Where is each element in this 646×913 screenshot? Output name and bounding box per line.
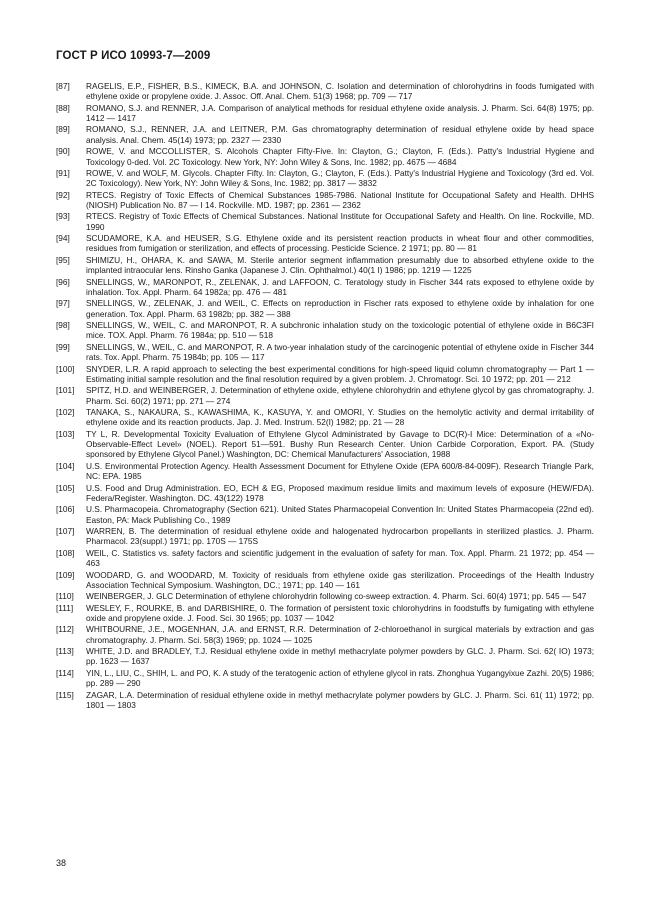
reference-item bbox=[56, 364, 594, 385]
reference-text: ZAGAR, L.A. Determination of residual ethylene oxide in methyl methacrylate polymer powders by GLC. J. Pharm. Sci. 61( 11) 1972; pp. 1801 — 1803 bbox=[86, 689, 594, 710]
reference-text: SNYDER, L.R. A rapid approach to selecting the best experimental conditions for high-speed liquid column chromatography — Part 1 — Estimating initial sample resolution and the final resolution required by a given problem. J. Chromatogr. Sci. 10 1972; pp. 201 — 212 bbox=[86, 363, 594, 384]
reference-item bbox=[56, 103, 594, 124]
reference-text: TY L, R. Developmental Toxicity Evaluation of Ethylene Glycol Administrated by Gavage to DC(R)-I Mice: Determination of a «No-Observable-Effect Level» (NOEL). Report 51—591. Bushy Run Research Center. Union Carbide Corporation, Export. PA. (Study sponsored by Ethylene Glycol Panel.) Washington, DC: Chemical Manufacturers' Association, 1988 bbox=[86, 428, 594, 460]
reference-number: [93] bbox=[56, 211, 70, 222]
reference-item bbox=[56, 146, 594, 167]
reference-text: YIN, L., LIU, C., SHIH, L. and PO, K. A study of the teratogenic action of ethylene glycol in rats. Zhonghua Yugangyixue Zazhi. 20(5) 1986; pp. 289 — 290 bbox=[86, 667, 594, 689]
reference-item bbox=[56, 385, 594, 406]
reference-text: RTECS. Registry of Toxic Effects of Chemical Substances 1985-7986. National Institute for Occupational Safety and Health. DHHS (NIOSH) Publication No. 87 — I 14. Rockville. MD. 1987; pp. 2361 — 2362 bbox=[86, 189, 594, 211]
reference-number: [94] bbox=[56, 233, 70, 244]
reference-item bbox=[56, 603, 594, 624]
reference-text: WARREN, B. The determination of residual ethylene oxide and halogenated hydrocarbon propellants in sterilized plastics. J. Pharm. Pharmacol. 23(suppl.) 1971; pp. 170S — 175S bbox=[86, 526, 594, 547]
reference-number: [103] bbox=[56, 428, 75, 439]
reference-number: [97] bbox=[56, 298, 70, 309]
reference-text: RTECS. Registry of Toxic Effects of Chemical Substances. National Institute for Occupational Safety and Health. On line. Rockville, MD. 1990 bbox=[86, 211, 594, 232]
reference-number: [88] bbox=[56, 102, 70, 113]
reference-text: SHIMIZU, H., OHARA, K. and SAWA, M. Sterile anterior segment inflammation presumably due to absorbed ethylene oxide to the implanted intraocular lens. Rinsho Ganka (Japanese J. Clin. Ophthalmol.) 40(1 I) 1986; pp. 1219 — 1225 bbox=[86, 254, 594, 276]
reference-number: [95] bbox=[56, 254, 70, 265]
reference-text: ROMANO, S.J., RENNER, J.A. and LEITNER, P.M. Gas chromatography determination of residual ethylene oxide by head space analysis. Anal. Chem. 45(14) 1973; pp. 2327 — 2330 bbox=[86, 124, 594, 145]
reference-number: [104] bbox=[56, 460, 75, 471]
reference-number: [98] bbox=[56, 320, 70, 331]
reference-text: SNELLINGS, W., ZELENAK, J. and WEIL, C. Effects on reproduction in Fischer rats exposed to ethylene oxide by inhalation for one generation. Tox. Appl. Pharm. 63 1982b; pp. 382 — 388 bbox=[86, 298, 594, 319]
reference-text: ROWE, V. and MCCOLLISTER, S. Alcohols Chapter Fifty-Five. In: Clayton, G.; Clayton, F. (Eds.). Patty's Industrial Hygiene and Toxicology 0-ded. Vol. 2C Toxicology. New York, NY: John Wiley & Sons, Inc. 1982; pp. 4675 — 4684 bbox=[86, 146, 594, 167]
reference-item bbox=[56, 190, 594, 211]
reference-text: RAGELIS, E.P., FISHER, B.S., KIMECK, B.A. and JOHNSON, C. Isolation and determination of chlorohydrins in foods fumigated with ethylene oxide or propylene oxide. J. Assoc. Off. Anal. Chem. 51(3) 1968; pp. 709 — 717 bbox=[86, 81, 594, 102]
reference-item bbox=[56, 483, 594, 504]
reference-item bbox=[56, 81, 594, 102]
reference-item bbox=[56, 233, 594, 254]
reference-item bbox=[56, 461, 594, 482]
reference-text: WHITE, J.D. and BRADLEY, T.J. Residual ethylene oxide in methyl methacrylate polymer powders by GLC. J. Pharm. Sci. 62( IO) 1973; pp. 1623 — 1637 bbox=[86, 646, 594, 667]
reference-number: [92] bbox=[56, 189, 70, 200]
reference-item bbox=[56, 342, 594, 363]
reference-item bbox=[56, 407, 594, 428]
reference-item bbox=[56, 298, 594, 319]
reference-number: [115] bbox=[56, 689, 74, 700]
reference-item bbox=[56, 255, 594, 276]
reference-number: [99] bbox=[56, 341, 70, 352]
reference-text: WHITBOURNE, J.E., MOGENHAN, J.A. and ERNST, R.R. Determination of 2-chloroethanol in surgical materials by extraction and gas chromatography. J. Pharm. Sci. 58(3) 1969; pp. 1024 — 1025 bbox=[86, 624, 594, 645]
reference-item bbox=[56, 591, 594, 601]
reference-number: [112] bbox=[56, 624, 74, 635]
reference-text: WEINBERGER, J. GLC Determination of ethylene chlorohydrin following co-sweep extraction. 4. Pharm. Sci. 60(4) 1971; pp. 545 — 547 bbox=[86, 591, 587, 602]
reference-number: [114] bbox=[56, 667, 74, 678]
reference-text: ROWE, V. and WOLF, M. Glycols. Chapter Fifty. In: Clayton, G.; Clayton, F. (Eds.). Patty's Industrial Hygiene and Toxicology (3rd ed. Vol. 2C Toxicology). New York, NY: John Wiley & Sons, Inc. 1982; pp. 3817 — 3832 bbox=[86, 167, 594, 189]
reference-number: [111] bbox=[56, 602, 74, 613]
reference-item bbox=[56, 504, 594, 525]
reference-item bbox=[56, 429, 594, 460]
reference-text: SCUDAMORE, K.A. and HEUSER, S.G. Ethylene oxide and its persistent reaction products in wheat flour and other commodities, residues from fumigation or sterilization, and effects of processing. Pesticide Science. 2 1971; pp. 80 — 81 bbox=[86, 233, 594, 254]
reference-text: ROMANO, S.J. and RENNER, J.A. Comparison of analytical methods for residual ethylene oxide analysis. J. Pharm. Sci. 64(8) 1975; pp. 1412 — 1417 bbox=[86, 102, 594, 124]
reference-number: [100] bbox=[56, 363, 75, 374]
reference-number: [113] bbox=[56, 646, 74, 657]
reference-number: [106] bbox=[56, 504, 75, 515]
reference-number: [105] bbox=[56, 482, 75, 493]
document-header: ГОСТ Р ИСО 10993-7—2009 bbox=[56, 50, 211, 62]
reference-item bbox=[56, 526, 594, 547]
reference-item bbox=[56, 570, 594, 591]
reference-number: [108] bbox=[56, 547, 75, 558]
reference-text: SNELLINGS, W., MARONPOT, R., ZELENAK, J. and LAFFOON, C. Teratology study in Fischer 344 rats exposed to ethylene oxide by inhalation. Tox. Appl. Pharm. 64 1982a; pp. 476 — 481 bbox=[86, 276, 594, 297]
reference-number: [101] bbox=[56, 385, 75, 396]
reference-text: TANAKA, S., NAKAURA, S., KAWASHIMA, K., KASUYA, Y. and OMORI, Y. Studies on the hemolytic activity and dermal irritability of ethylene oxide and its reaction products. Jap. J. Med. Instrum. 52(I) 1982; pp. 21 — 28 bbox=[86, 407, 594, 428]
reference-text: SNELLINGS, W., WEIL, C. and MARONPOT, R. A subchronic inhalation study on the toxicologic potential of ethylene oxide in B6C3FI mice. TOX. Appl. Pharm. 76 1984a; pp. 510 — 518 bbox=[86, 320, 594, 341]
reference-item bbox=[56, 668, 594, 689]
reference-number: [110] bbox=[56, 591, 74, 602]
reference-item bbox=[56, 624, 594, 645]
reference-text: U.S. Environmental Protection Agency. Health Assessment Document for Ethylene Oxide (EPA 600/8-84-009F). Research Triangle Park, NC: EPA. 1985 bbox=[86, 460, 594, 482]
reference-item bbox=[56, 548, 594, 569]
reference-text: SNELLINGS, W., WEIL, C. and MARONPOT, R. A two-year inhalation study of the carcinogenic potential of ethylene oxide in Fischer 344 rats. Tox. Appl. Pharm. 75 1984b; pp. 105 — 117 bbox=[86, 341, 594, 363]
reference-text: U.S. Pharmacopeia. Chromatography (Section 621). United States Pharmacopeial Convention In: United States Pharmacopeia (22nd ed). Easton, PA: Mack Publishing Co., 1989 bbox=[86, 504, 594, 525]
reference-text: WEIL, C. Statistics vs. safety factors and scientific judgement in the evaluation of safety for man. Tox. Appl. Pharm. 21 1972; pp. 454 — 463 bbox=[86, 547, 594, 569]
reference-list bbox=[56, 81, 594, 711]
reference-item bbox=[56, 211, 594, 232]
reference-text: SPITZ, H.D. and WEINBERGER, J. Determination of ethylene oxide, ethylene chlorohydrin and ethylene glycol by gas chromatography. J. Pharm. Sci. 60(2) 1971; pp. 271 — 274 bbox=[86, 385, 594, 406]
reference-number: [87] bbox=[56, 81, 70, 91]
reference-text: U.S. Food and Drug Administration. EO, ECH & EG, Proposed maximum residue limits and maximum levels of exposure (HEW/FDA). Federa/Register. Washington. DC. 43(122) 1978 bbox=[86, 482, 594, 503]
reference-number: [90] bbox=[56, 146, 70, 157]
reference-item bbox=[56, 646, 594, 667]
reference-number: [96] bbox=[56, 276, 70, 287]
page-number: 38 bbox=[56, 858, 67, 868]
reference-item bbox=[56, 277, 594, 298]
reference-item bbox=[56, 320, 594, 341]
reference-item bbox=[56, 690, 594, 711]
reference-text: WOODARD, G. and WOODARD, M. Toxicity of residuals from ethylene oxide gas sterilization. Proceedings of the Health Industry Association Technical Symposium. Washington, DC.; 1971; pp. 140 — 161 bbox=[86, 569, 594, 590]
reference-item bbox=[56, 168, 594, 189]
reference-number: [89] bbox=[56, 124, 70, 135]
reference-number: [107] bbox=[56, 526, 75, 537]
reference-item bbox=[56, 124, 594, 145]
reference-text: WESLEY, F., ROURKE, B. and DARBISHIRE, 0. The formation of persistent toxic chlorohydrins in foodstuffs by fumigating with ethylene oxide and propylene oxide. J. Food. Sci. 30 1965; pp. 1037 — 1042 bbox=[86, 602, 594, 623]
reference-number: [109] bbox=[56, 569, 75, 580]
reference-number: [102] bbox=[56, 407, 75, 418]
reference-number: [91] bbox=[56, 167, 70, 178]
